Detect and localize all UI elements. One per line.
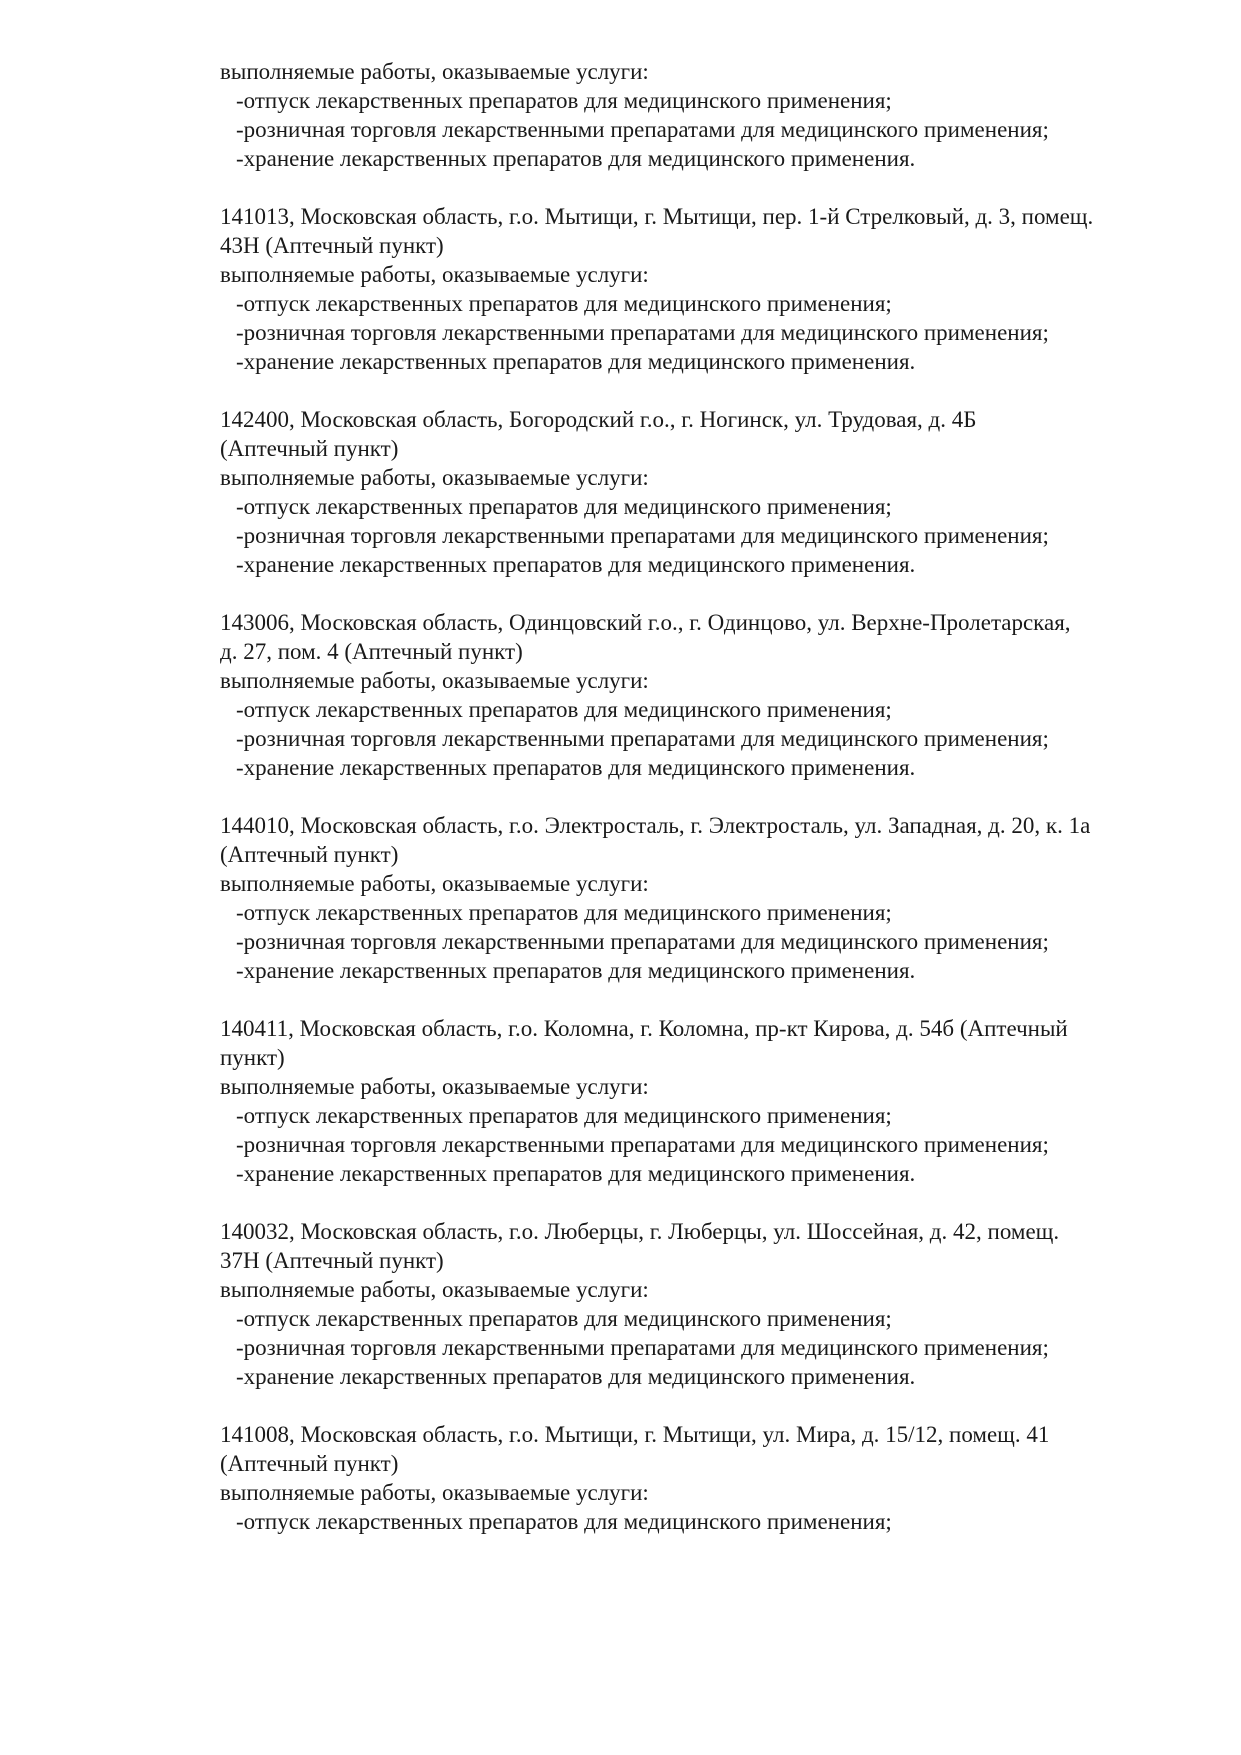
document-page [220,57,1200,1536]
address-line: 140411, Московская область, г.о. Коломна, г. Коломна, пр-кт Кирова, д. 54б (Аптечный [220,1016,1068,1041]
service-item: -отпуск лекарственных препаратов для медицинского применения; [236,494,892,519]
service-item: -розничная торговля лекарственными препаратами для медицинского применения; [236,726,1049,751]
service-item: -розничная торговля лекарственными препаратами для медицинского применения; [236,523,1049,548]
spacer [220,173,1200,202]
address-line: 37Н (Аптечный пункт) [220,1248,444,1273]
pharmacy-entry [220,608,1200,782]
pharmacy-entry [220,811,1200,985]
services-heading: выполняемые работы, оказываемые услуги: [220,59,649,84]
address-line: 141013, Московская область, г.о. Мытищи, г. Мытищи, пер. 1-й Стрелковый, д. 3, помещ. [220,204,1094,229]
services-heading: выполняемые работы, оказываемые услуги: [220,668,649,693]
address-line: 142400, Московская область, Богородский г.о., г. Ногинск, ул. Трудовая, д. 4Б [220,407,977,432]
service-item: -отпуск лекарственных препаратов для медицинского применения; [236,1306,892,1331]
address-line: 144010, Московская область, г.о. Электросталь, г. Электросталь, ул. Западная, д. 20, к. 1а [220,813,1091,838]
service-item: -отпуск лекарственных препаратов для медицинского применения; [236,291,892,316]
pharmacy-entry [220,1014,1200,1188]
spacer [220,376,1200,405]
address-line: (Аптечный пункт) [220,436,399,461]
pharmacy-entry [220,405,1200,579]
spacer [220,782,1200,811]
service-item: -розничная торговля лекарственными препаратами для медицинского применения; [236,117,1049,142]
service-item: -хранение лекарственных препаратов для медицинского применения. [236,146,916,171]
services-heading: выполняемые работы, оказываемые услуги: [220,871,649,896]
service-item: -отпуск лекарственных препаратов для медицинского применения; [236,1509,892,1534]
service-item: -отпуск лекарственных препаратов для медицинского применения; [236,1103,892,1128]
address-line: (Аптечный пункт) [220,842,399,867]
service-item: -отпуск лекарственных препаратов для медицинского применения; [236,88,892,113]
service-item: -розничная торговля лекарственными препаратами для медицинского применения; [236,1132,1049,1157]
pharmacy-entry [220,1420,1200,1536]
spacer [220,579,1200,608]
pharmacy-entry [220,1217,1200,1391]
service-item: -хранение лекарственных препаратов для медицинского применения. [236,349,916,374]
service-item: -хранение лекарственных препаратов для медицинского применения. [236,552,916,577]
services-heading: выполняемые работы, оказываемые услуги: [220,465,649,490]
spacer [220,1188,1200,1217]
entry-continuation [220,57,1200,173]
address-line: д. 27, пом. 4 (Аптечный пункт) [220,639,523,664]
service-item: -отпуск лекарственных препаратов для медицинского применения; [236,900,892,925]
service-item: -хранение лекарственных препаратов для медицинского применения. [236,1364,916,1389]
service-item: -розничная торговля лекарственными препаратами для медицинского применения; [236,1335,1049,1360]
services-heading: выполняемые работы, оказываемые услуги: [220,262,649,287]
pharmacy-entry [220,202,1200,376]
service-item: -розничная торговля лекарственными препаратами для медицинского применения; [236,929,1049,954]
spacer [220,985,1200,1014]
address-line: 141008, Московская область, г.о. Мытищи, г. Мытищи, ул. Мира, д. 15/12, помещ. 41 [220,1422,1050,1447]
service-item: -розничная торговля лекарственными препаратами для медицинского применения; [236,320,1049,345]
address-line: 43Н (Аптечный пункт) [220,233,444,258]
services-heading: выполняемые работы, оказываемые услуги: [220,1480,649,1505]
address-line: (Аптечный пункт) [220,1451,399,1476]
service-item: -хранение лекарственных препаратов для медицинского применения. [236,755,916,780]
address-line: пункт) [220,1045,285,1070]
service-item: -хранение лекарственных препаратов для медицинского применения. [236,958,916,983]
service-item: -хранение лекарственных препаратов для медицинского применения. [236,1161,916,1186]
spacer [220,1391,1200,1420]
service-item: -отпуск лекарственных препаратов для медицинского применения; [236,697,892,722]
address-line: 143006, Московская область, Одинцовский г.о., г. Одинцово, ул. Верхне-Пролетарская, [220,610,1071,635]
services-heading: выполняемые работы, оказываемые услуги: [220,1277,649,1302]
address-line: 140032, Московская область, г.о. Люберцы, г. Люберцы, ул. Шоссейная, д. 42, помещ. [220,1219,1060,1244]
services-heading: выполняемые работы, оказываемые услуги: [220,1074,649,1099]
